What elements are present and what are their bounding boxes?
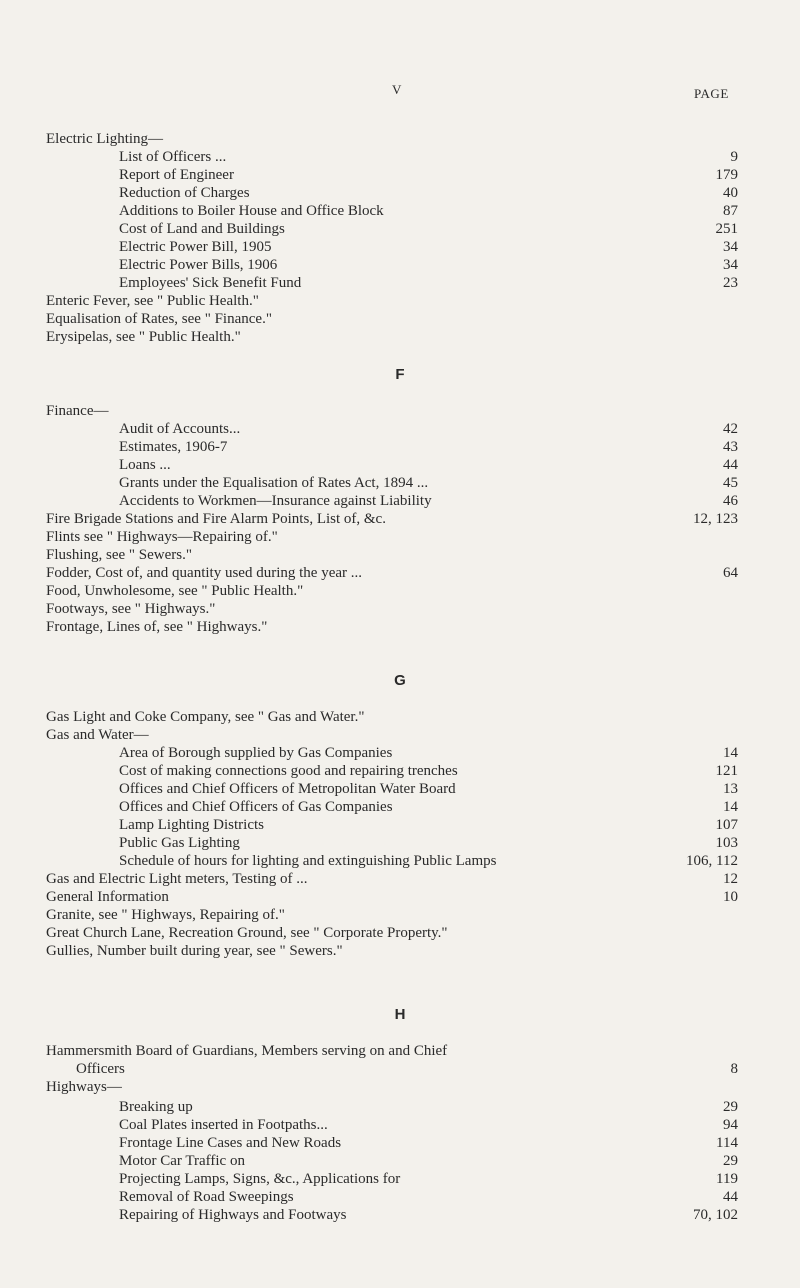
entry-text: Electric Power Bill, 1905 — [119, 239, 272, 255]
entry-text: Lamp Lighting Districts — [119, 817, 264, 833]
index-entry — [46, 708, 738, 726]
entry-text: Public Gas Lighting — [119, 835, 240, 851]
entry-text: Additions to Boiler House and Office Block — [119, 203, 384, 219]
index-entry — [46, 510, 738, 528]
index-entry — [46, 256, 738, 274]
index-entry — [46, 1116, 738, 1134]
section-letter-h: H — [394, 1006, 406, 1023]
entry-page-number: 251 — [715, 221, 738, 237]
index-entry — [46, 564, 738, 582]
index-entry — [46, 130, 738, 148]
entry-text: Frontage, Lines of, see " Highways." — [46, 619, 268, 635]
index-entry — [46, 1170, 738, 1188]
entry-text: Report of Engineer — [119, 167, 234, 183]
entry-page-number: 10 — [723, 889, 738, 905]
entry-text: Area of Borough supplied by Gas Companies — [119, 745, 393, 761]
index-entry — [46, 402, 738, 420]
entry-text: Gas and Electric Light meters, Testing of ... — [46, 871, 308, 887]
index-entry — [46, 852, 738, 870]
entry-text: Equalisation of Rates, see " Finance." — [46, 311, 272, 327]
entry-text: Gas and Water— — [46, 727, 149, 743]
index-entry — [46, 546, 738, 564]
index-entry — [46, 1188, 738, 1206]
index-entry — [46, 1134, 738, 1152]
index-entry — [46, 870, 738, 888]
entry-text: Officers — [76, 1061, 125, 1077]
index-entry — [46, 1078, 738, 1096]
entry-text: Reduction of Charges — [119, 185, 250, 201]
entry-text: Repairing of Highways and Footways — [119, 1207, 347, 1223]
index-entry — [46, 888, 738, 906]
entry-text: Food, Unwholesome, see " Public Health." — [46, 583, 304, 599]
entry-page-number: 46 — [723, 493, 738, 509]
index-entry — [46, 238, 738, 256]
entry-text: General Information — [46, 889, 169, 905]
index-entry — [46, 816, 738, 834]
entry-text: Motor Car Traffic on — [119, 1153, 245, 1169]
entry-text: Frontage Line Cases and New Roads — [119, 1135, 342, 1151]
entry-text: Cost of Land and Buildings — [119, 221, 285, 237]
entry-text: Estimates, 1906-7 — [119, 439, 228, 455]
section-letter-g: G — [394, 672, 406, 689]
entry-page-number: 87 — [723, 203, 738, 219]
entry-text: Audit of Accounts... — [119, 421, 241, 437]
entry-page-number: 43 — [723, 439, 738, 455]
section-letter-f: F — [395, 366, 405, 383]
entry-text: Gullies, Number built during year, see " Sewers." — [46, 943, 343, 959]
entry-page-number: 9 — [730, 149, 738, 165]
entry-text: Enteric Fever, see " Public Health." — [46, 293, 259, 309]
entry-text: Granite, see " Highways, Repairing of." — [46, 907, 285, 923]
index-entry — [46, 166, 738, 184]
entry-text: Flushing, see " Sewers." — [46, 547, 192, 563]
entry-text: Projecting Lamps, Signs, &c., Applications for — [119, 1171, 401, 1187]
entry-text: Electric Lighting— — [46, 131, 164, 147]
index-entry — [46, 274, 738, 292]
entry-page-number: 64 — [723, 565, 738, 581]
entry-page-number: 44 — [723, 1189, 738, 1205]
index-entry — [46, 942, 738, 960]
index-entry — [46, 798, 738, 816]
entry-page-number: 8 — [730, 1061, 738, 1077]
entry-page-number: 34 — [723, 239, 738, 255]
entry-page-number: 14 — [723, 745, 738, 761]
entry-page-number: 107 — [715, 817, 738, 833]
entry-text: Breaking up — [119, 1099, 193, 1115]
roman-page-number: V — [392, 82, 402, 97]
entry-text: Erysipelas, see " Public Health." — [46, 329, 241, 345]
entry-text: Highways— — [46, 1079, 122, 1095]
index-entry — [46, 834, 738, 852]
index-entry — [46, 1152, 738, 1170]
entry-text: Offices and Chief Officers of Metropolitan Water Board — [119, 781, 456, 797]
entry-text: Schedule of hours for lighting and extinguishing Public Lamps — [119, 853, 497, 869]
entry-text: Gas Light and Coke Company, see " Gas and Water." — [46, 709, 365, 725]
index-entry — [46, 292, 738, 310]
entry-text: Offices and Chief Officers of Gas Companies — [119, 799, 393, 815]
index-entry — [46, 762, 738, 780]
page-column-label: PAGE — [694, 86, 729, 101]
entry-text: Finance— — [46, 403, 109, 419]
entry-text: Great Church Lane, Recreation Ground, see " Corporate Property." — [46, 925, 448, 941]
entry-text: Footways, see " Highways." — [46, 601, 216, 617]
entry-text: Cost of making connections good and repairing trenches — [119, 763, 458, 779]
entry-page-number: 13 — [723, 781, 738, 797]
entry-page-number: 12, 123 — [693, 511, 738, 527]
entry-page-number: 119 — [716, 1171, 738, 1187]
entry-page-number: 14 — [723, 799, 738, 815]
entry-text: Fodder, Cost of, and quantity used during the year ... — [46, 565, 363, 581]
index-entry — [46, 528, 738, 546]
entry-text: Accidents to Workmen—Insurance against Liability — [119, 493, 432, 509]
index-entry — [46, 310, 738, 328]
entry-page-number: 40 — [723, 185, 738, 201]
index-entry — [46, 148, 738, 166]
entry-page-number: 34 — [723, 257, 738, 273]
entry-text: List of Officers ... — [119, 149, 227, 165]
entry-page-number: 114 — [716, 1135, 738, 1151]
entry-page-number: 70, 102 — [693, 1207, 738, 1223]
entry-text: Hammersmith Board of Guardians, Members serving on and Chief — [46, 1043, 448, 1059]
entry-page-number: 44 — [723, 457, 738, 473]
index-entry — [46, 202, 738, 220]
entry-text: Removal of Road Sweepings — [119, 1189, 294, 1205]
index-entry — [46, 600, 738, 618]
index-entry — [46, 420, 738, 438]
entry-text: Loans ... — [119, 457, 171, 473]
index-entry — [46, 906, 738, 924]
entry-page-number: 121 — [715, 763, 738, 779]
entry-page-number: 42 — [723, 421, 738, 437]
entry-text: Flints see " Highways—Repairing of." — [46, 529, 278, 545]
index-entry — [46, 1060, 738, 1078]
entry-text: Electric Power Bills, 1906 — [119, 257, 278, 273]
index-entry — [46, 492, 738, 510]
entry-page-number: 45 — [723, 475, 738, 491]
index-entry — [46, 582, 738, 600]
index-entry — [46, 438, 738, 456]
index-entry — [46, 474, 738, 492]
entry-text: Coal Plates inserted in Footpaths... — [119, 1117, 328, 1133]
entry-text: Grants under the Equalisation of Rates Act, 1894 ... — [119, 475, 429, 491]
index-entry — [46, 1098, 738, 1116]
index-entry — [46, 1206, 738, 1224]
index-entry — [46, 924, 738, 942]
entry-page-number: 23 — [723, 275, 738, 291]
entry-page-number: 12 — [723, 871, 738, 887]
index-entry — [46, 618, 738, 636]
index-entry — [46, 184, 738, 202]
index-entry — [46, 780, 738, 798]
index-entry — [46, 744, 738, 762]
entry-page-number: 94 — [723, 1117, 738, 1133]
entry-page-number: 103 — [715, 835, 738, 851]
entry-text: Employees' Sick Benefit Fund — [119, 275, 302, 291]
entry-page-number: 29 — [723, 1153, 738, 1169]
index-entry — [46, 456, 738, 474]
index-entry — [46, 726, 738, 744]
entry-text: Fire Brigade Stations and Fire Alarm Points, List of, &c. — [46, 511, 386, 527]
index-entry — [46, 328, 738, 346]
index-entry — [46, 1042, 738, 1060]
index-entry — [46, 220, 738, 238]
entry-page-number: 29 — [723, 1099, 738, 1115]
entry-page-number: 106, 112 — [686, 853, 738, 869]
entry-page-number: 179 — [715, 167, 738, 183]
